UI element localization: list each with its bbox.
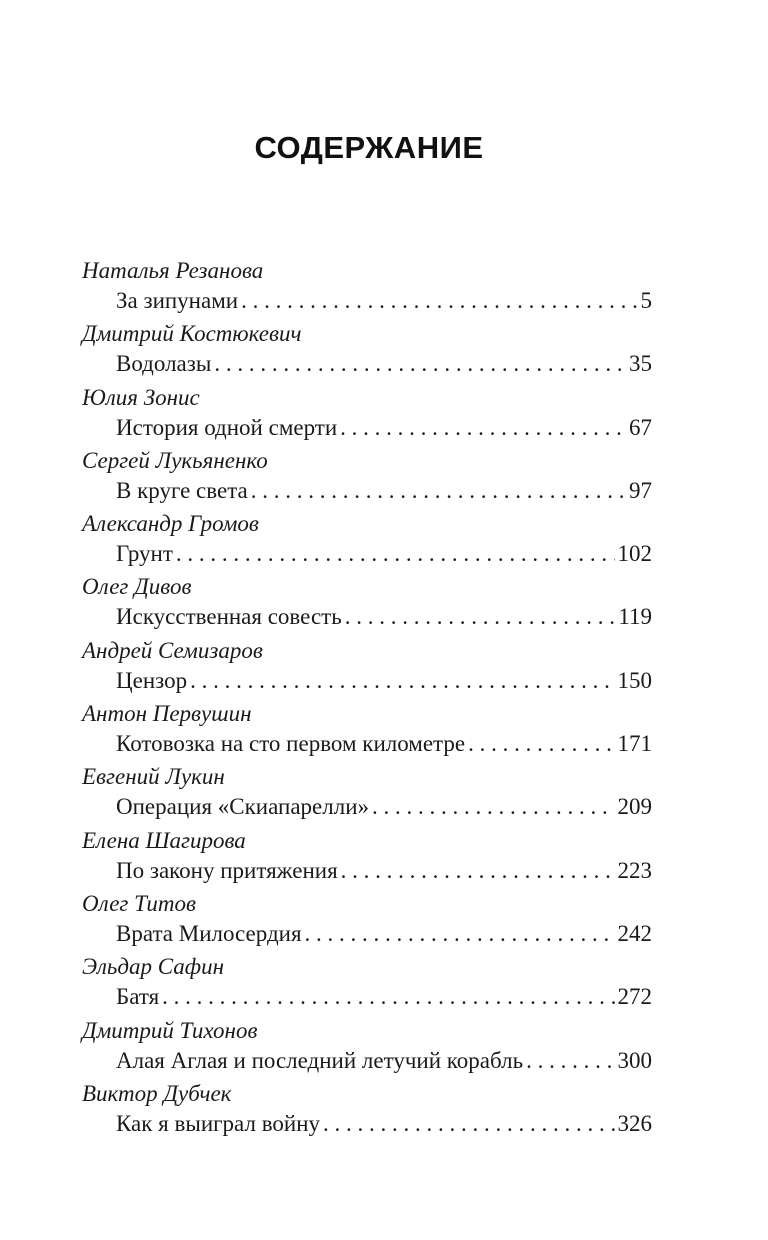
toc-story-title: Искусственная совесть: [116, 604, 342, 630]
toc-page-number: 300: [617, 1047, 652, 1073]
toc-entry: [82, 572, 652, 635]
toc-title-line[interactable]: [116, 286, 652, 316]
toc-title-line[interactable]: [116, 982, 652, 1012]
toc-author: Дмитрий Тихонов: [82, 1017, 258, 1043]
toc-page-number: 35: [629, 351, 652, 377]
toc-entry: [82, 636, 652, 699]
toc-story-title: Грунт: [116, 541, 173, 567]
toc-entry: [82, 826, 652, 889]
toc-story-title: Батя: [116, 984, 160, 1010]
toc-story-title: Котовозка на сто первом километре: [116, 731, 466, 757]
toc-page-number: 150: [617, 667, 652, 693]
toc-title-line[interactable]: [116, 729, 652, 759]
toc-page-number: 102: [617, 541, 652, 567]
toc-title-line[interactable]: [116, 666, 652, 696]
dot-leader: [341, 856, 615, 886]
toc-entry: [82, 699, 652, 762]
toc-author: Елена Шагирова: [82, 827, 246, 853]
toc-author: Антон Первушин: [82, 701, 252, 727]
toc-title-line[interactable]: [116, 1109, 652, 1139]
toc-author: Александр Громов: [82, 511, 259, 537]
dot-leader: [241, 286, 637, 316]
toc-page-number: 272: [617, 984, 652, 1010]
dot-leader: [345, 602, 616, 632]
toc-story-title: История одной смерти: [116, 414, 338, 440]
toc-story-title: Как я выиграл войну: [116, 1110, 321, 1136]
toc-author: Виктор Дубчек: [82, 1080, 232, 1106]
toc-entry: [82, 383, 652, 446]
dot-leader: [176, 539, 615, 569]
toc-author: Андрей Семизаров: [82, 637, 263, 663]
dot-leader: [305, 919, 615, 949]
toc-story-title: В круге света: [116, 477, 248, 503]
toc-page-number: 223: [617, 857, 652, 883]
toc-entry: [82, 1079, 652, 1142]
toc-page-number: 67: [629, 414, 652, 440]
toc-story-title: По закону притяжения: [116, 857, 338, 883]
toc-author: Юлия Зонис: [82, 384, 200, 410]
toc-story-title: Водолазы: [116, 351, 212, 377]
toc-page-number: 171: [617, 731, 652, 757]
dot-leader: [162, 982, 614, 1012]
toc-entry: [82, 952, 652, 1015]
toc-author: Евгений Лукин: [82, 764, 225, 790]
toc-title-line[interactable]: [116, 919, 652, 949]
toc-entry: [82, 509, 652, 572]
toc-page-number: 5: [640, 288, 652, 313]
dot-leader: [468, 729, 614, 759]
toc-entry: [82, 319, 652, 382]
toc-page-number: 209: [617, 794, 652, 820]
dot-leader: [214, 349, 626, 379]
toc-story-title: Врата Милосердия: [116, 920, 302, 946]
toc-story-title: Цензор: [116, 667, 188, 693]
toc-page-number: 119: [618, 604, 652, 630]
toc-story-title: За зипунами: [116, 288, 239, 313]
toc-story-title: Операция «Скиапарелли»: [116, 794, 369, 820]
dot-leader: [526, 1046, 614, 1076]
toc-entry: [82, 1016, 652, 1079]
toc-title-line[interactable]: [116, 602, 652, 632]
toc-title-line[interactable]: [116, 792, 652, 822]
dot-leader: [251, 476, 626, 506]
dot-leader: [323, 1109, 614, 1139]
toc-title-line[interactable]: [116, 539, 652, 569]
dot-leader: [372, 792, 615, 822]
toc-title-line[interactable]: [116, 1046, 652, 1076]
toc-story-title: Алая Аглая и последний летучий корабль: [116, 1047, 524, 1073]
dot-leader: [340, 413, 626, 443]
toc-page-number: 97: [629, 477, 652, 503]
table-of-contents: [82, 256, 652, 1142]
toc-entry: [82, 762, 652, 825]
toc-entry: [82, 256, 652, 319]
toc-entry: [82, 446, 652, 509]
toc-entry: [82, 889, 652, 952]
toc-author: Олег Титов: [82, 890, 196, 916]
toc-author: Олег Дивов: [82, 574, 192, 600]
toc-title-line[interactable]: [116, 856, 652, 886]
toc-page-number: 242: [617, 920, 652, 946]
page-title: СОДЕРЖАНИЕ: [254, 130, 484, 165]
toc-author: Наталья Резанова: [82, 258, 264, 283]
toc-title-line[interactable]: [116, 349, 652, 379]
toc-page-number: 326: [617, 1110, 652, 1136]
toc-title-line[interactable]: [116, 476, 652, 506]
toc-author: Дмитрий Костюкевич: [82, 321, 302, 347]
toc-title-line[interactable]: [116, 413, 652, 443]
toc-author: Эльдар Сафин: [82, 954, 225, 980]
toc-author: Сергей Лукьяненко: [82, 447, 268, 473]
dot-leader: [190, 666, 614, 696]
